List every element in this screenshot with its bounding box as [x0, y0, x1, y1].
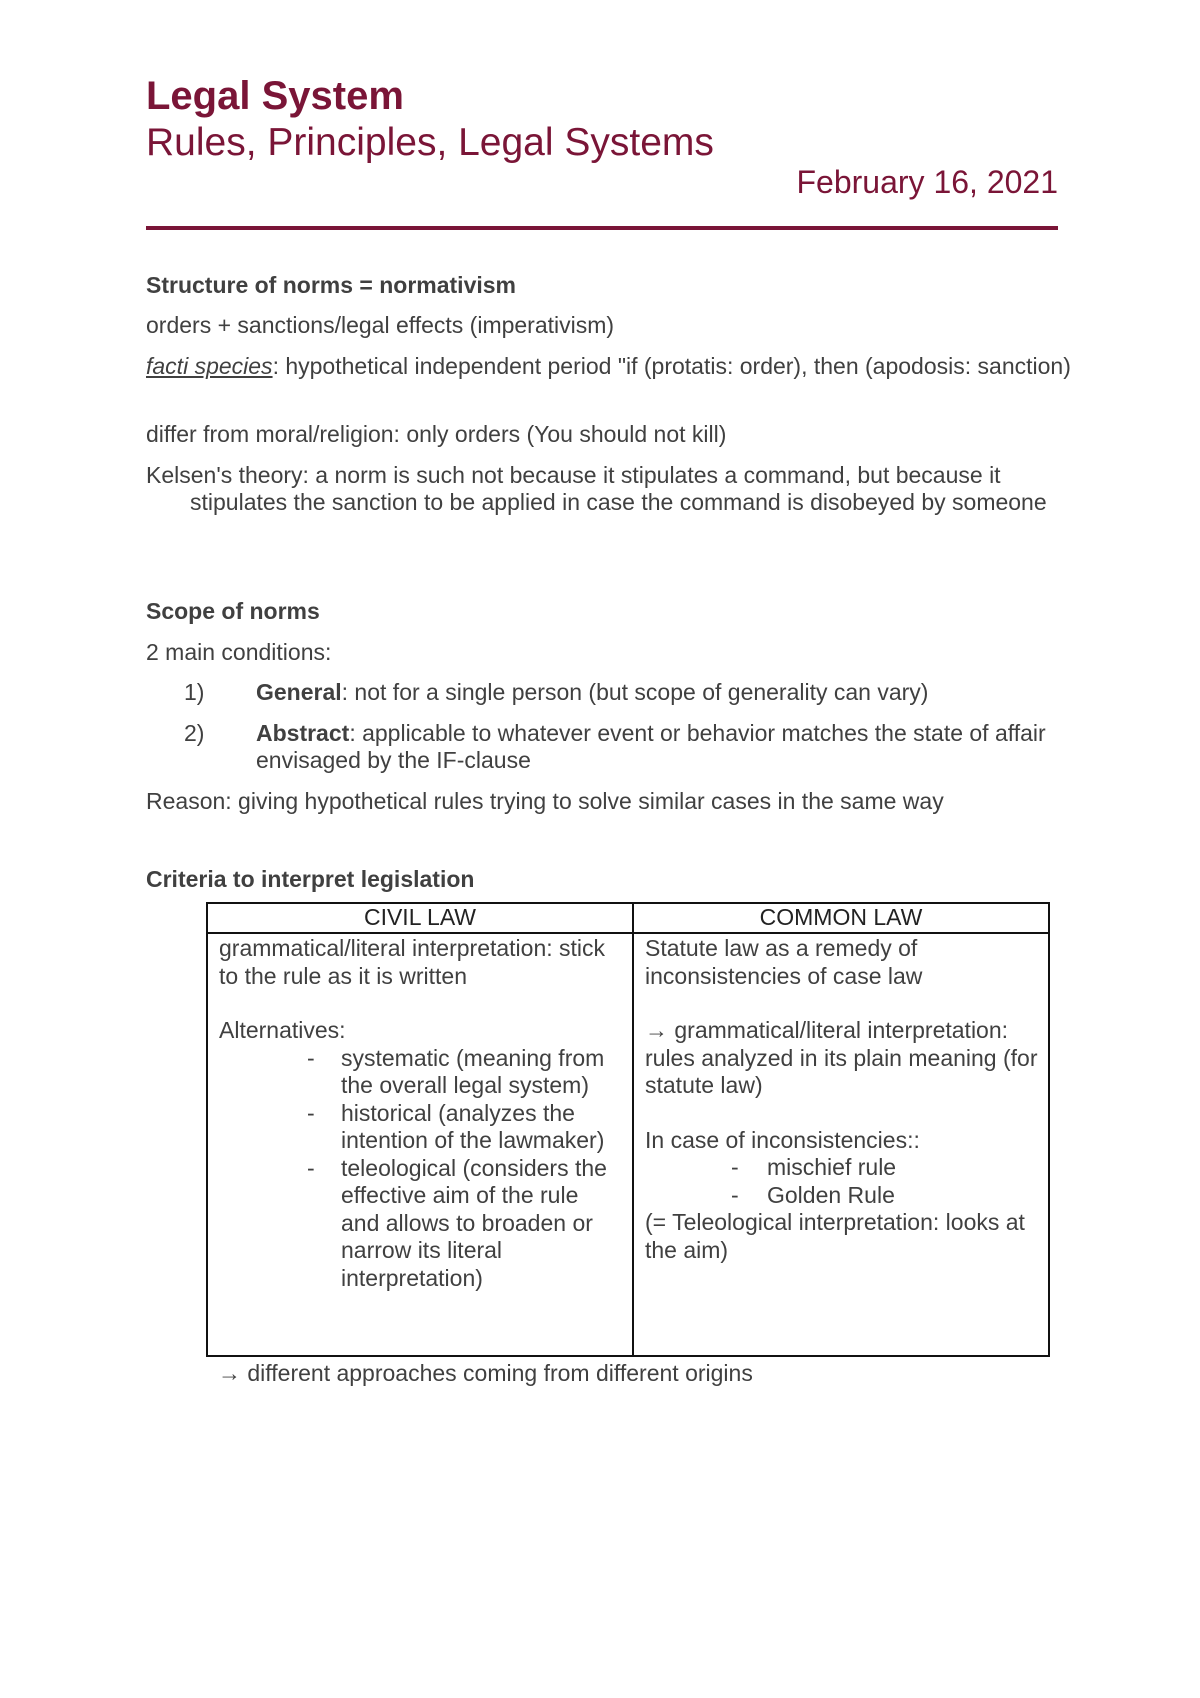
common-law-cell: [633, 933, 1049, 1356]
document-title: Legal System: [146, 74, 404, 118]
list-item: - mischief rule: [731, 1154, 897, 1180]
common-intro: Statute law as a remedy of inconsistencies of case law: [645, 935, 923, 989]
list-text: [256, 679, 1096, 706]
common-arrow-line: → grammatical/literal interpretation: rules analyzed in its plain meaning (for statute law): [645, 1017, 1038, 1098]
criteria-table: [206, 902, 1050, 1357]
facti-species-term: facti species: [146, 353, 273, 379]
list-rest: : applicable to whatever event or behavior matches the state of affair envisaged by the IF-clause: [256, 720, 1046, 773]
list-item: - historical (analyzes the intention of the lawmaker): [307, 1099, 605, 1153]
header-civil-law: CIVIL LAW: [207, 903, 633, 933]
list-item: - Golden Rule: [731, 1181, 895, 1208]
paragraph-conditions: 2 main conditions:: [146, 639, 332, 665]
rule-text: mischief rule: [767, 1154, 897, 1180]
table-footer-note: → different approaches coming from different origins: [218, 1360, 753, 1386]
section-heading-scope: Scope of norms: [146, 598, 320, 624]
paragraph-orders: orders + sanctions/legal effects (imperativism): [146, 312, 615, 338]
section-heading-structure: Structure of norms = normativism: [146, 272, 516, 298]
alternative-text: historical (analyzes the intention of the lawmaker): [341, 1099, 605, 1153]
table-row: [207, 933, 1049, 1356]
title-divider: [146, 226, 1058, 230]
teleological-note: (= Teleological interpretation: looks at the aim): [645, 1209, 1025, 1263]
document-subtitle: Rules, Principles, Legal Systems: [146, 121, 714, 164]
list-number: 1): [184, 679, 205, 705]
table-header-row: [207, 903, 1049, 933]
alternative-text: systematic (meaning from the overall legal system): [341, 1044, 605, 1098]
list-rest: : not for a single person (but scope of generality can vary): [341, 679, 929, 705]
rules-list: [645, 1154, 1038, 1209]
paragraph-differ: differ from moral/religion: only orders (You should not kill): [146, 421, 727, 447]
alternatives-label: Alternatives:: [219, 1017, 346, 1043]
paragraph-reason: Reason: giving hypothetical rules trying to solve similar cases in the same way: [146, 788, 944, 814]
alternative-text: teleological (considers the effective aim of the rule and allows to broaden or narrow its literal interpretation): [341, 1154, 607, 1291]
civil-law-cell: [207, 933, 633, 1356]
alternatives-list: [219, 1045, 622, 1293]
section-heading-criteria: Criteria to interpret legislation: [146, 866, 475, 892]
document-date: February 16, 2021: [796, 164, 1058, 200]
list-number: 2): [184, 720, 205, 746]
inconsistencies-label: In case of inconsistencies::: [645, 1126, 920, 1153]
civil-intro: grammatical/literal interpretation: stick to the rule as it is written: [219, 935, 606, 989]
list-term: General: [256, 679, 342, 705]
list-term: Abstract: [256, 720, 350, 746]
facti-species-text: : hypothetical independent period "if (protatis: order), then (apodosis: sanction): [272, 353, 1071, 379]
paragraph-facti-species: [146, 353, 1102, 380]
list-item: - teleological (considers the effective aim of the rule and allows to broaden or narrow its literal interpretation): [307, 1154, 607, 1291]
list-item: - systematic (meaning from the overall legal system): [307, 1044, 605, 1098]
header-common-law: COMMON LAW: [633, 903, 1049, 933]
list-text: [256, 720, 1096, 774]
rule-text: Golden Rule: [767, 1181, 895, 1208]
paragraph-kelsen: Kelsen's theory: a norm is such not because it stipulates a command, but because it stipulates the sanction to be applied in case the command is disobeyed by someone: [146, 462, 1047, 515]
